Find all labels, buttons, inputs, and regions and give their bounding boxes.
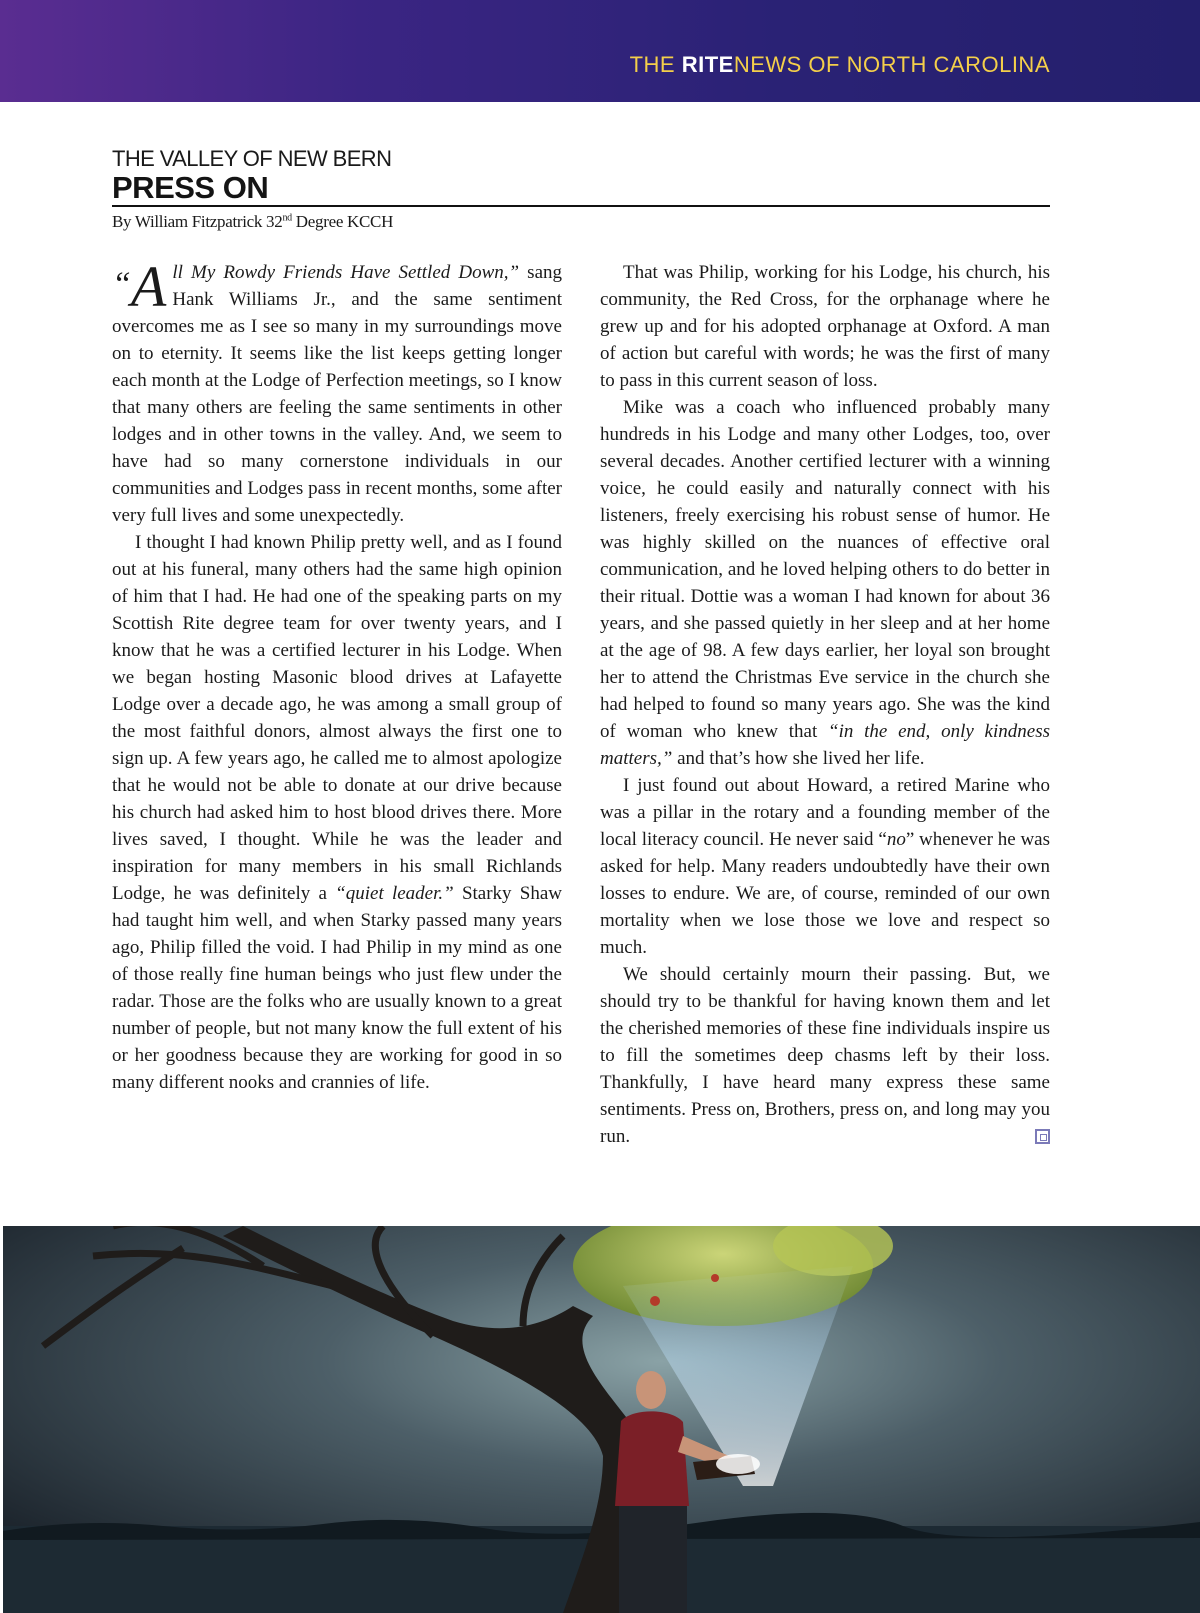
byline-degree: Degree KCCH	[291, 212, 394, 231]
article-column-left	[112, 254, 563, 1096]
apple-2	[711, 1274, 719, 1282]
paragraph-4	[600, 394, 1050, 772]
byline-author: By William Fitzpatrick 32	[112, 212, 283, 231]
title-divider	[112, 205, 1050, 207]
apple-1	[650, 1296, 660, 1306]
section-kicker: THE VALLEY OF NEW BERN	[112, 146, 392, 171]
paragraph-2-emphasis: “quiet leader.”	[335, 883, 454, 904]
article-title: PRESS ON	[112, 170, 269, 205]
paragraph-2	[112, 529, 562, 1096]
header-banner	[0, 0, 1200, 102]
masthead-suffix: NEWS OF NORTH CAROLINA	[733, 52, 1050, 77]
song-title: ll My Rowdy Friends Have Settled Down,”	[172, 262, 520, 283]
paragraph-1	[112, 254, 563, 529]
article-column-right	[600, 259, 1050, 1150]
paragraph-4-text-b: and that’s how she lived her life.	[672, 748, 925, 769]
article-photo	[3, 1226, 1200, 1613]
paragraph-4-text-a: Mike was a coach who influenced probably many hundreds in his Lodge and many other Lodges, too, over several decades. Another certified lecturer with a winning voice, he could easily and naturally connect with his listeners, freely exercising his robust sense of humor. He was highly skilled on the nuances of effective oral communication, and he loved helping others to do better in their ritual. Dottie was a woman I had known for about 36 years, and she passed quietly in her sleep and at her home at the age of 98. A few days earlier, her loyal son brought her to attend the Christmas Eve service in the church she had helped to found so many years ago. She was the kind of woman who knew that	[600, 397, 1050, 742]
masthead-prefix: THE	[629, 52, 682, 77]
drop-cap-letter: A	[130, 254, 167, 319]
paragraph-6	[600, 961, 1050, 1150]
paragraph-2-text-a: I thought I had known Philip pretty well, and as I found out at his funeral, many others had the same high opinion of him that I had. He had one of the speaking parts on my Scottish Rite degree team for over twenty years, and I know that he was a certified lecturer in his Lodge. When we began hosting Masonic blood drives at Lafayette Lodge over a decade ago, he was among a small group of the most faithful donors, almost always the first one to sign up. A few years ago, he called me to almost apologize that he would not be able to donate at our drive because his church had asked him to host blood drives there. More lives saved, I thought. While he was the leader and inspiration for many members in his small Richlands Lodge, he was definitely a	[112, 532, 562, 904]
paragraph-5	[600, 772, 1050, 961]
paragraph-2-text-b: Starky Shaw had taught him well, and when Starky passed many years ago, Philip filled the void. I had Philip in my mind as one of those really fine human beings who just flew under the radar. Those are the folks who are usually known to a great number of people, but not many know the full extent of his or her goodness because they are working for good in so many different nooks and crannies of life.	[112, 883, 563, 1093]
byline-superscript: nd	[282, 212, 292, 224]
drop-cap-quote: “	[112, 266, 131, 303]
end-mark-icon	[1035, 1129, 1050, 1144]
paragraph-1-text: sang Hank Williams Jr., and the same sentiment overcomes me as I see so many in my surroundings move on to eternity. It seems like the list keeps getting longer each month at the Lodge of Perfection meetings, so I know that many others are feeling the same sentiments in other lodges and in other towns in the valley. And, we seem to have had so many cornerstone individuals in our communities and Lodges pass in recent months, some after very full lives and some unexpectedly.	[112, 262, 563, 526]
paragraph-5-emphasis: no	[886, 829, 906, 850]
paragraph-6-text: We should certainly mourn their passing. But, we should try to be thankful for having known them and let the cherished memories of these fine individuals inspire us to fill the sometimes deep chasms left by their loss. Thankfully, I have heard many express these same sentiments. Press on, Brothers, press on, and long may you run.	[600, 964, 1050, 1147]
paragraph-5-text-b: ” whenever he was asked for help. Many readers undoubtedly have their own losses to endure. We are, of course, reminded of our own mortality when we lose those we love and respect so much.	[600, 829, 1051, 958]
masthead-brand: RITE	[681, 52, 734, 77]
drop-cap	[112, 254, 167, 319]
paragraph-4-emphasis: “in the end, only kindness matters,”	[600, 721, 1050, 769]
paragraph-5-text-a: I just found out about Howard, a retired Marine who was a pillar in the rotary and a founding member of the local literacy council. He never said “	[600, 775, 1050, 850]
paragraph-3: That was Philip, working for his Lodge, his church, his community, the Red Cross, for the orphanage where he grew up and for his adopted orphanage at Oxford. A man of action but careful with words; he was the first of many to pass in this current season of loss.	[600, 262, 1050, 391]
byline	[112, 212, 393, 232]
photo-illustration	[3, 1226, 1200, 1613]
masthead-title	[630, 52, 1050, 78]
